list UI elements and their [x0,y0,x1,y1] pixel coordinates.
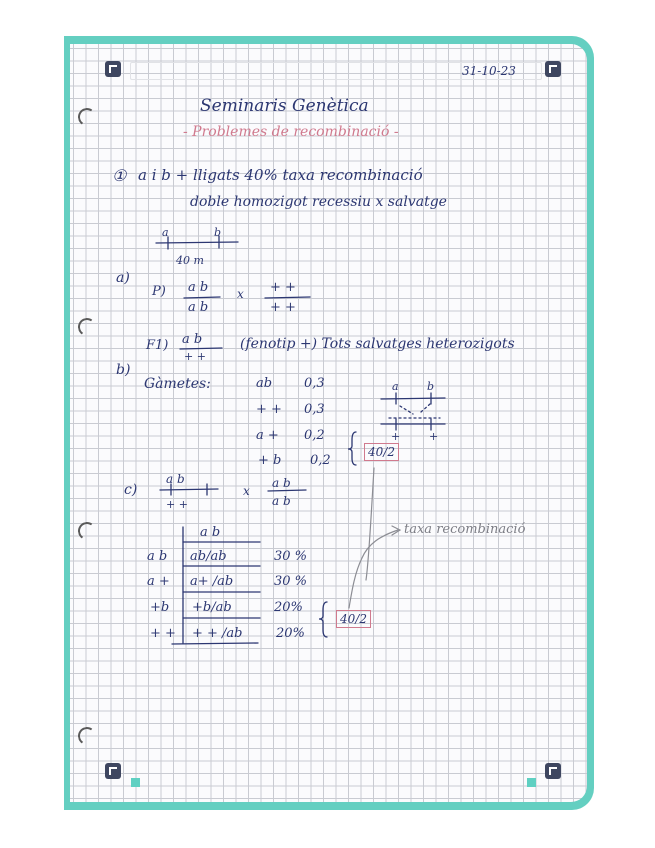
c1-bottom: + + [166,498,188,511]
date: 31-10-23 [462,64,516,78]
table-row-pct: 20% [274,600,303,615]
gamete-genotype: + b [258,453,282,468]
diagram-locus-a: a [392,380,399,393]
table-row-gamete: a b [147,549,168,564]
p-cross: x [237,287,244,301]
p1-top: a b [188,280,209,295]
gamete-genotype: ab [256,376,273,391]
gamete-freq: 0,3 [304,376,325,391]
c1-top: a b [166,472,185,486]
p2-top: + + [270,280,296,295]
recombination-note: taxa recombinació [404,522,526,537]
gamete-freq: 0,2 [304,428,325,443]
table-row-pct: 20% [276,626,305,641]
diagram-plus-1: + [391,430,401,443]
gamete-freq: 0,3 [304,402,325,417]
map-distance: 40 m [176,254,204,267]
table-row-gamete: + + [150,626,176,641]
gamete-freq: 0,2 [310,453,331,468]
p-label: P) [152,284,166,299]
table-row-cell: +b/ab [192,600,232,615]
table-row-gamete: a + [147,574,170,589]
c2-bottom: a b [272,494,291,508]
map-locus-b: b [214,226,222,239]
table-row-cell: a+ /ab [190,574,234,589]
table-row-pct: 30 % [274,574,308,589]
boxed-value-c: 40/2 [336,610,371,628]
gametes-label: Gàmetes: [144,376,211,392]
table-row-gamete: +b [150,600,170,615]
table-row-cell: ab/ab [190,549,227,564]
table-row-cell: + + /ab [192,626,243,641]
f1-note: (fenotip +) Tots salvatges heterozigots [240,336,515,352]
c-cross: x [243,484,250,498]
f1-bottom: + + [184,350,206,363]
diagram-plus-2: + [429,430,439,443]
part-c-label: c) [124,482,138,498]
part-a-label: a) [116,270,130,286]
f1-label: F1) [146,338,169,353]
table-row-pct: 30 % [274,549,308,564]
part-b-label: b) [116,362,131,378]
p1-bottom: a b [188,300,209,315]
diagram-locus-b: b [427,380,435,393]
problem-statement-line1: a i b + lligats 40% taxa recombinació [138,166,423,184]
page-subtitle: - Problemes de recombinació - [183,124,399,140]
gamete-genotype: + + [256,402,282,417]
page-title: Seminaris Genètica [200,96,369,116]
gamete-genotype: a + [256,428,279,443]
problem-number: ① [112,166,127,185]
c2-top: a b [272,476,291,490]
p2-bottom: + + [270,300,296,315]
problem-statement-line2: doble homozigot recessiu x salvatge [190,194,447,210]
boxed-value: 40/2 [364,443,399,461]
table-header: a b [200,525,221,540]
map-locus-a: a [162,226,169,239]
f1-top: a b [182,332,203,347]
